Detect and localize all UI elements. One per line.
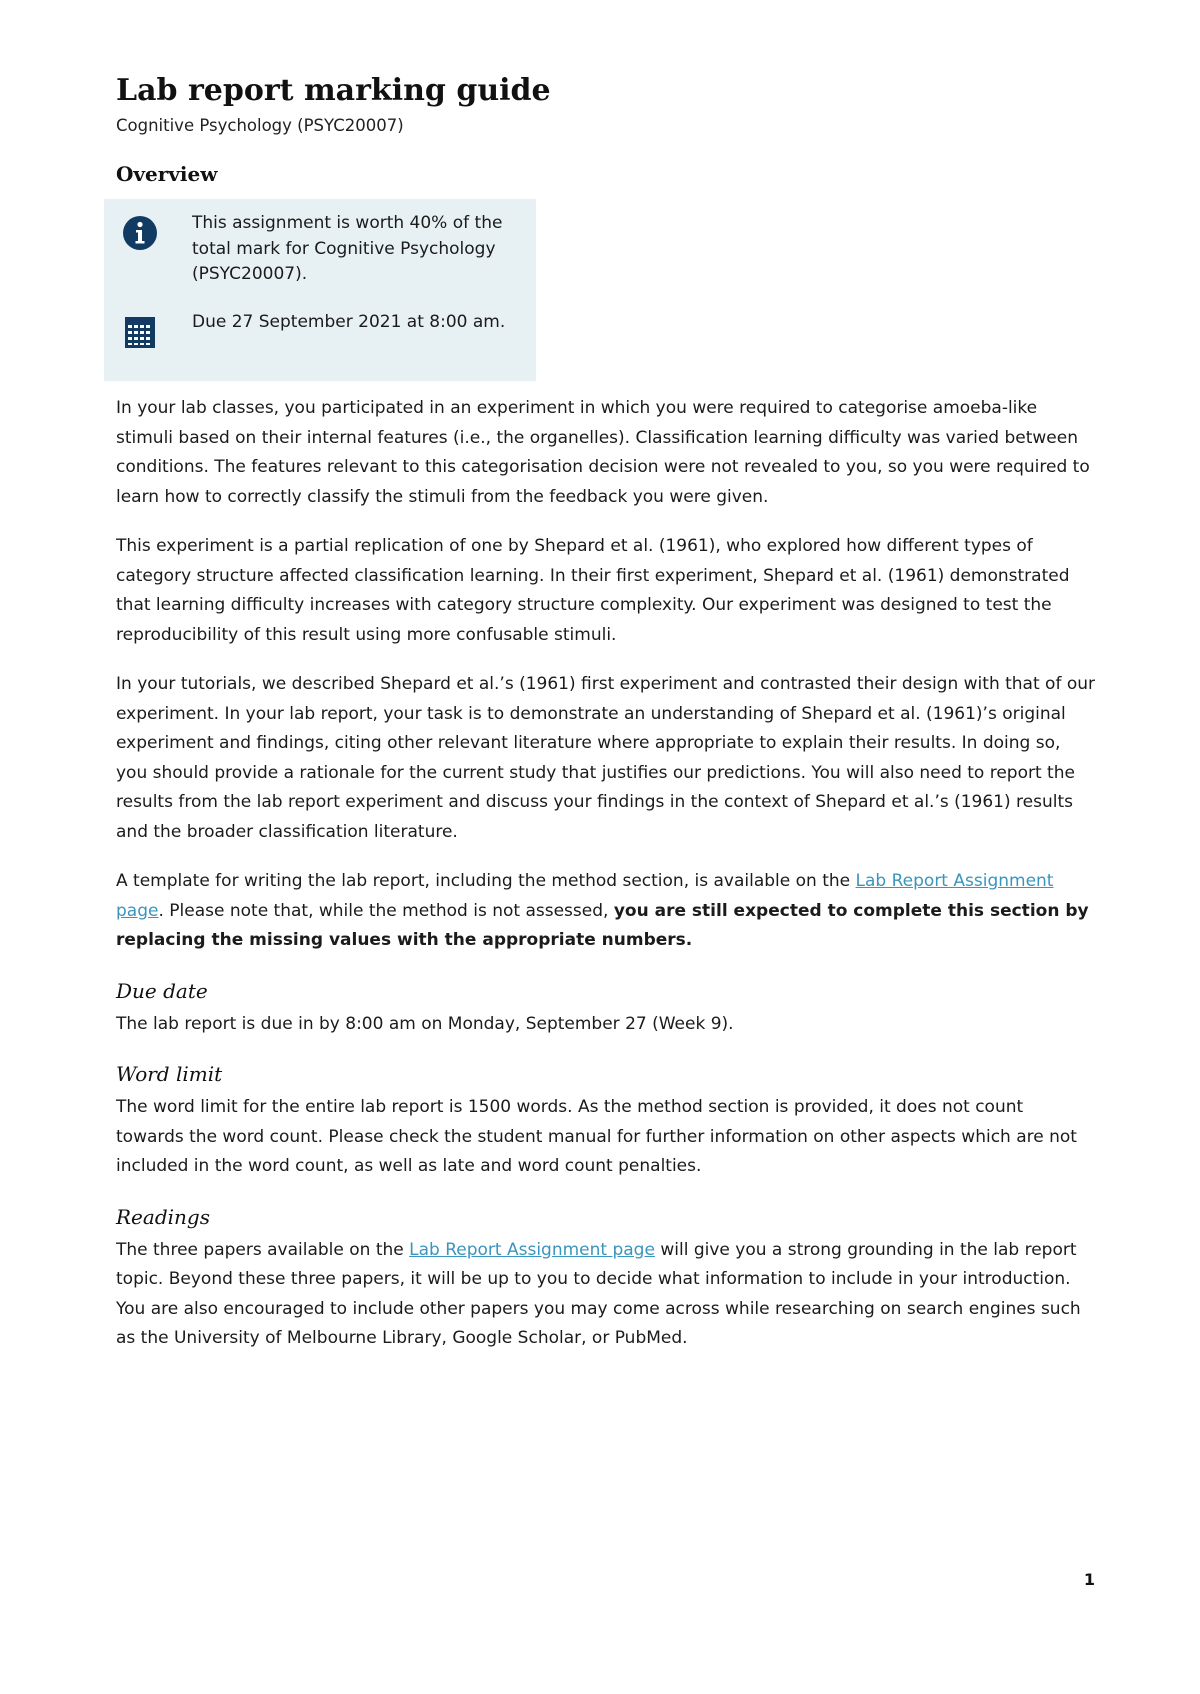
- word-limit-text: The word limit for the entire lab report is 1500 words. As the method section is provided, it does not count towards the word count. Please check the student manual for further information on other aspects which are not included in the word count, as well as late and word count penalties.: [116, 1097, 1077, 1176]
- template-text-after: . Please note that, while the method is not assessed,: [158, 900, 614, 921]
- callout-weight-text: This assignment is worth 40% of the total mark for Cognitive Psychology (PSYC20007).: [192, 213, 503, 284]
- readings-paragraph: [116, 1236, 1096, 1354]
- callout-due-text: Due 27 September 2021 at 8:00 am.: [192, 311, 506, 332]
- lab-report-assignment-link[interactable]: Lab Report Assignment page: [116, 871, 1054, 921]
- overview-heading: Overview: [116, 162, 218, 186]
- callout-item-due: [118, 310, 524, 350]
- due-date-heading: Due date: [116, 978, 208, 1003]
- readings-text-before: The three papers available on the: [116, 1239, 410, 1260]
- document-subtitle: Cognitive Psychology (PSYC20007): [116, 116, 404, 135]
- template-paragraph: [116, 867, 1096, 956]
- page-number: 1: [1083, 1570, 1095, 1589]
- document-title: Lab report marking guide: [116, 73, 551, 108]
- callout-item-weight: [118, 211, 524, 288]
- document-page: [116, 72, 1096, 1374]
- word-limit-heading: Word limit: [116, 1062, 223, 1086]
- info-icon: [122, 215, 158, 251]
- readings-assignment-link[interactable]: Lab Report Assignment page: [409, 1239, 655, 1260]
- template-text-before: A template for writing the lab report, including the method section, is available on the: [116, 871, 856, 891]
- replication-paragraph: This experiment is a partial replication of one by Shepard et al. (1961), who explored how different types of category structure affected classification learning. In their first experiment, Shepard et al. (1961) demonstrated that learning difficulty increases with category structure complexity. Our experiment was designed to test the reproducibility of this result using more confusable stimuli.: [116, 536, 1070, 645]
- intro-paragraph: In your lab classes, you participated in an experiment in which you were required to categorise amoeba-like stimuli based on their internal features (i.e., the organelles). Classification learning difficulty was varied between conditions. The features relevant to this categorisation decision were not revealed to you, so you were required to learn how to correctly classify the stimuli from the feedback you were given.: [116, 398, 1090, 507]
- overview-callout: [104, 199, 536, 381]
- due-date-text: The lab report is due in by 8:00 am on Monday, September 27 (Week 9).: [116, 1013, 734, 1034]
- calendar-icon: [122, 314, 158, 350]
- template-bold-text: you are still expected to complete this section by replacing the missing values with the appropriate numbers.: [116, 900, 1089, 950]
- readings-heading: Readings: [116, 1204, 210, 1229]
- readings-text-after: will give you a strong grounding in the lab report topic. Beyond these three papers, it will be up to you to decide what information to include in your introduction. You are also encouraged to include other papers you may come across while researching on search engines such as the University of Melbourne Library, Google Scholar, or PubMed.: [116, 1239, 1081, 1348]
- task-paragraph: In your tutorials, we described Shepard et al.’s (1961) first experiment and contrasted their design with that of our experiment. In your lab report, your task is to demonstrate an understanding of Shepard et al. (1961)’s original experiment and findings, citing other relevant literature where appropriate to explain their results. In doing so, you should provide a rationale for the current study that justifies our predictions. You will also need to report the results from the lab report experiment and discuss your findings in the context of Shepard et al.’s (1961) results and the broader classification literature.: [116, 674, 1096, 842]
